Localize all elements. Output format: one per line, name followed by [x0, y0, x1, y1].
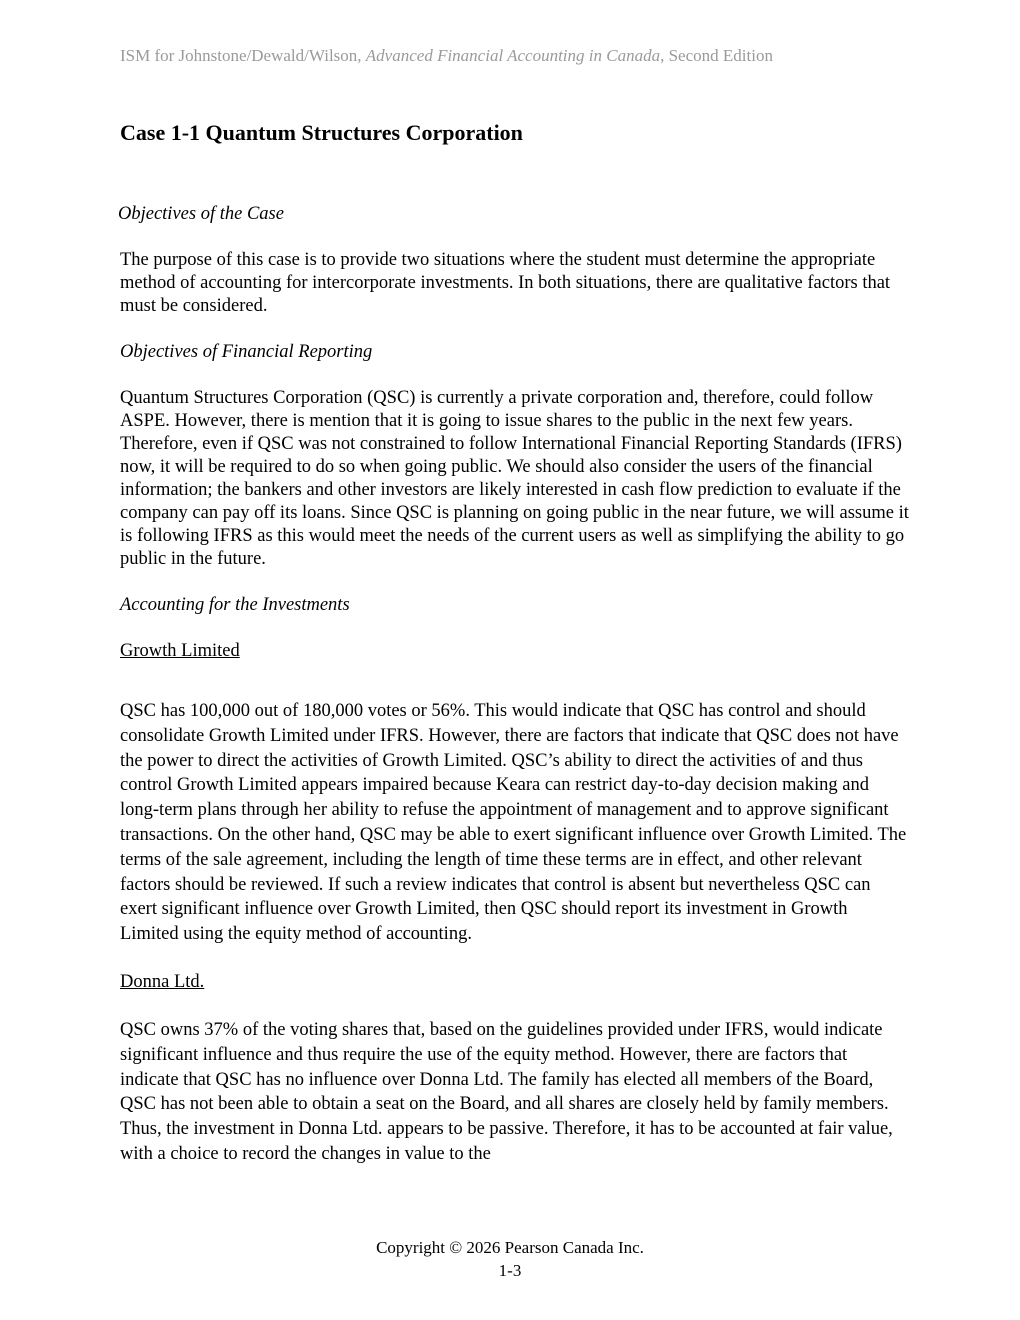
paragraph-growth-limited: QSC has 100,000 out of 180,000 votes or 56%. This would indicate that QSC has control and should consolidate Growth Limited under IFRS. However, there are factors that indicate that QSC does not have the power to direct the activities of Growth Limited. QSC’s ability to direct the activities of and thus control Growth Limited appears impaired because Keara can restrict day-to-day decision making and long-term plans through her ability to refuse the appointment of management and to approve significant transactions. On the other hand, QSC may be able to exert significant influence over Growth Limited. The terms of the sale agreement, including the length of time these terms are in effect, and other relevant factors should be reviewed. If such a review indicates that control is absent but nevertheless QSC can exert significant influence over Growth Limited, then QSC should report its investment in Growth Limited using the equity method of accounting. — [120, 701, 907, 945]
subheading-growth-limited: Growth Limited — [120, 641, 240, 661]
running-header — [120, 46, 773, 66]
subheading-donna-ltd: Donna Ltd. — [120, 971, 205, 992]
document-body — [120, 118, 910, 1167]
paragraph-objectives-case: The purpose of this case is to provide two situations where the student must determine the appropriate method of accounting for intercorporate investments. In both situations, there are qualitative factors that must be considered. — [120, 250, 891, 316]
paragraph-donna-ltd: QSC owns 37% of the voting shares that, based on the guidelines provided under IFRS, would indicate significant influence and thus require the use of the equity method. However, there are factors that indicate that QSC has no influence over Donna Ltd. The family has elected all members of the Board, QSC has not been able to obtain a seat on the Board, and all shares are closely held by family members. Thus, the investment in Donna Ltd. appears to be passive. Therefore, it has to be accounted at fair value, with a choice to record the changes in value to the — [120, 1019, 893, 1164]
paragraph-objectives-reporting: Quantum Structures Corporation (QSC) is currently a private corporation and, therefore, could follow ASPE. However, there is mention that it is going to issue shares to the public in the next few years. Therefore, even if QSC was not constrained to follow International Financial Reporting Standards (IFRS) now, it will be required to do so when going public. We should also consider the users of the financial information; the bankers and other investors are likely interested in cash flow prediction to evaluate if the company can pay off its loans. Since QSC is planning on going public in the near future, we will assume it is following IFRS as this would meet the needs of the current users as well as simplifying the ability to go public in the future. — [120, 388, 909, 569]
page-number: 1-3 — [498, 1261, 522, 1280]
page-footer — [0, 1236, 1020, 1282]
running-header-suffix: , Second Edition — [660, 46, 773, 65]
case-title: Case 1-1 Quantum Structures Corporation — [120, 120, 523, 145]
running-header-book-title: Advanced Financial Accounting in Canada — [365, 46, 661, 65]
section-heading-objectives-reporting: Objectives of Financial Reporting — [120, 342, 373, 362]
section-heading-accounting: Accounting for the Investments — [120, 595, 350, 615]
running-header-prefix: ISM for Johnstone/Dewald/Wilson, — [120, 46, 366, 65]
section-heading-objectives-case: Objectives of the Case — [118, 204, 284, 224]
copyright-notice: Copyright © 2026 Pearson Canada Inc. — [376, 1238, 644, 1257]
